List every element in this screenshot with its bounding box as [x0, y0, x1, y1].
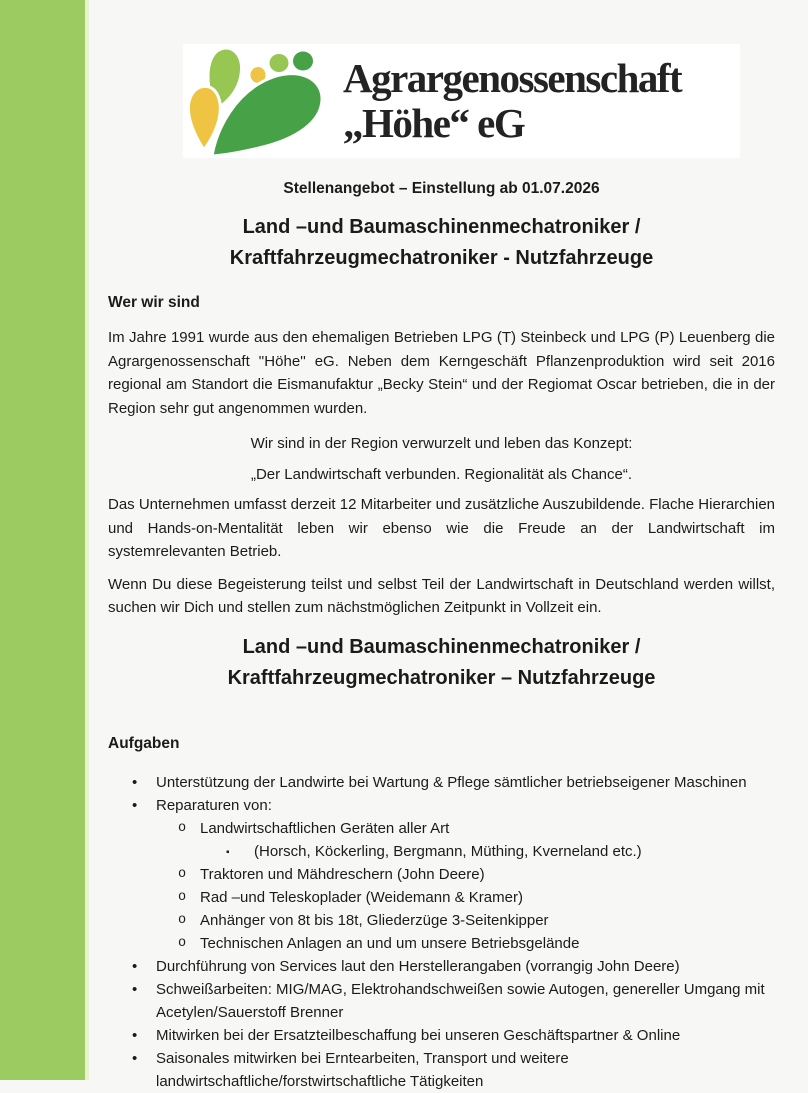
task-item: [108, 863, 775, 886]
company-logo-icon: [183, 44, 335, 158]
task-item: [108, 955, 775, 978]
job-title: [108, 212, 775, 274]
bullet-marker: o: [178, 866, 187, 882]
bullet-marker: •: [132, 773, 138, 791]
task-item: [108, 817, 775, 840]
position-title-line1: Land –und Baumaschinenmechatroniker /: [242, 635, 641, 658]
task-text: Reparaturen von:: [156, 796, 272, 814]
position-title-line2: Kraftfahrzeugmechatroniker – Nutzfahrzeuge: [227, 666, 656, 689]
task-text: (Horsch, Köckerling, Bergmann, Müthing, Kverneland etc.): [254, 842, 642, 860]
task-item: [108, 794, 775, 817]
task-item: [108, 771, 775, 794]
tasks-list: [108, 771, 775, 1093]
green-sidebar: [0, 0, 89, 1080]
task-text: Technischen Anlagen an und um unsere Betriebsgelände: [200, 934, 580, 952]
task-text: Mitwirken bei der Ersatzteilbeschaffung bei unseren Geschäftspartner & Online: [156, 1026, 681, 1044]
task-text: Traktoren und Mähdreschern (John Deere): [200, 865, 485, 883]
bullet-marker: o: [178, 935, 187, 951]
logo-dot-light-green: [270, 54, 289, 72]
task-item: [108, 1047, 775, 1093]
company-name-line2: „Höhe“ eG: [343, 100, 525, 146]
bullet-marker: o: [178, 889, 187, 905]
bullet-marker: o: [178, 820, 187, 836]
about-paragraph-3: Wenn Du diese Begeisterung teilst und selbst Teil der Landwirtschaft in Deutschland werden willst, suchen wir Dich und stellen zum nächstmöglichen Zeitpunkt in Vollzeit ein.: [108, 575, 775, 616]
task-text: Landwirtschaftlichen Geräten aller Art: [200, 819, 450, 837]
task-item: [108, 886, 775, 909]
company-name-line1: Agrargenossenschaft: [343, 55, 682, 101]
logo-dot-dark-green: [293, 52, 313, 71]
job-offer-subtitle: Stellenangebot – Einstellung ab 01.07.2026: [283, 180, 600, 197]
position-title: [108, 632, 775, 694]
job-title-line2: Kraftfahrzeugmechatroniker - Nutzfahrzeuge: [229, 247, 654, 269]
bullet-marker: •: [132, 1026, 138, 1044]
bullet-marker: o: [178, 912, 187, 928]
task-item: [108, 932, 775, 955]
bullet-marker: •: [132, 980, 138, 998]
about-paragraph-1: Im Jahre 1991 wurde aus den ehemaligen Betrieben LPG (T) Steinbeck und LPG (P) Leuenberg die Agrargenossenschaft ''Höhe'' eG. Neben dem Kerngeschäft Pflanzenproduktion wird seit 2016 regional am Standort die Eismanufaktur „Becky Stein“ und der Regiomat Oscar betrieben, die in der Region sehr gut angenommen wurden.: [108, 329, 775, 417]
document-page: [108, 0, 775, 1093]
task-text: Durchführung von Services laut den Herstellerangaben (vorrangig John Deere): [156, 957, 680, 975]
task-text: Anhänger von 8t bis 18t, Gliederzüge 3-Seitenkipper: [200, 911, 549, 929]
about-center-line-1: Wir sind in der Region verwurzelt und leben das Konzept:: [250, 435, 633, 452]
task-text: Unterstützung der Landwirte bei Wartung & Pflege sämtlicher betriebseigener Maschinen: [156, 773, 747, 791]
task-item: [108, 1024, 775, 1047]
about-paragraph-2: Das Unternehmen umfasst derzeit 12 Mitarbeiter und zusätzliche Auszubildende. Flache Hierarchien und Hands-on-Mentalität leben wir ebenso wie die Freude an der Landwirtschaft im systemrelevanten Betrieb.: [108, 496, 776, 560]
section-heading-tasks: Aufgaben: [108, 734, 180, 752]
about-center-line-2: „Der Landwirtschaft verbunden. Regionalität als Chance“.: [250, 465, 633, 483]
section-heading-who-we-are: Wer wir sind: [108, 294, 200, 311]
task-text: Saisonales mitwirken bei Erntearbeiten, Transport und weitere landwirtschaftliche/forstwirtschaftliche Tätigkeiten: [156, 1049, 569, 1090]
company-logo: [183, 44, 740, 158]
task-item: [108, 909, 775, 932]
task-item: [108, 840, 775, 863]
bullet-marker: •: [132, 1049, 138, 1067]
company-name: [343, 56, 681, 146]
task-text: Schweißarbeiten: MIG/MAG, Elektrohandschweißen sowie Autogen, genereller Umgang mit Acetylen/Sauerstoff Brenner: [156, 980, 765, 1021]
task-text: Rad –und Teleskoplader (Weidemann & Kramer): [200, 888, 523, 906]
bullet-marker: •: [132, 957, 138, 975]
job-title-line1: Land –und Baumaschinenmechatroniker /: [242, 216, 641, 238]
bullet-marker: •: [132, 796, 138, 814]
bullet-marker: ▪: [226, 846, 230, 858]
task-item: [108, 978, 775, 1024]
